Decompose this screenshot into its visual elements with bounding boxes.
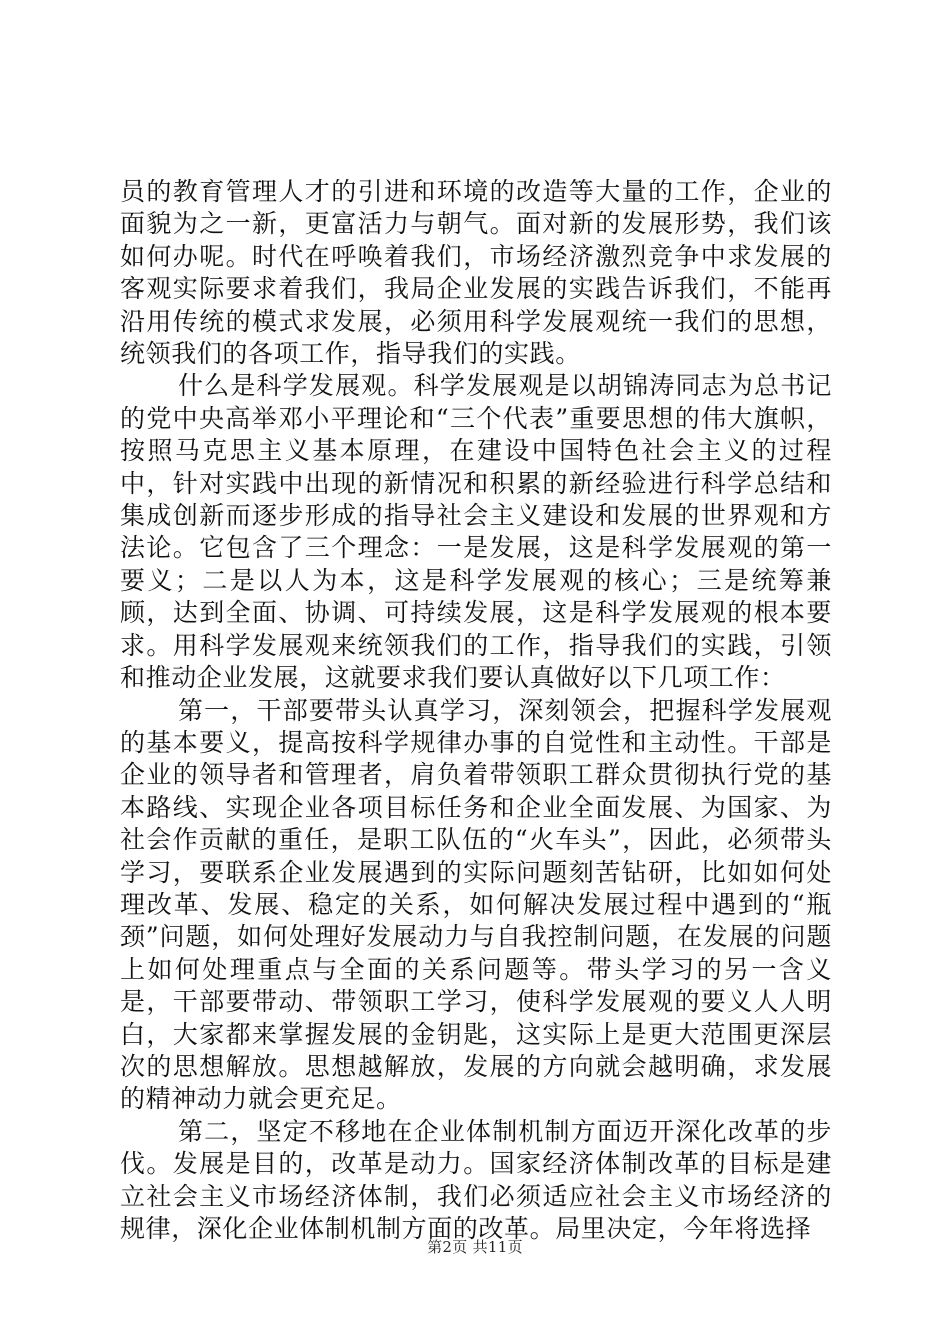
paragraph-first-point: 第一，干部要带头认真学习，深刻领会，把握科学发展观的基本要义，提高按科学规律办事的自觉性和主动性。干部是企业的领导者和管理者，肩负着带领职工群众贯彻执行党的基本路线、实现企业各项目标任务和企业全面发展、为国家、为社会作贡献的重任，是职工队伍的“火车头”，因此，必须带头学习，要联系企业发展遇到的实际问题刻苦钻研，比如如何处理改革、发展、稳定的关系，如何解决发展过程中遇到的“瓶颈”问题，如何处理好发展动力与自我控制问题，在发展的问题上如何处理重点与全面的关系问题等。带头学习的另一含义是，干部要带动、带领职工学习，使科学发展观的要义人人明白，大家都来掌握发展的金钥匙，这实际上是更大范围更深层次的思想解放。思想越解放，发展的方向就会越明确，求发展的精神动力就会更充足。 bbox=[120, 695, 832, 1114]
body-text bbox=[120, 176, 832, 1245]
paragraph-continuation: 员的教育管理人才的引进和环境的改造等大量的工作，企业的面貌为之一新，更富活力与朝气。面对新的发展形势，我们该如何办呢。时代在呼唤着我们，市场经济激烈竞争中求发展的客观实际要求着我们，我局企业发展的实践告诉我们，不能再沿用传统的模式求发展，必须用科学发展观统一我们的思想，统领我们的各项工作，指导我们的实践。 bbox=[120, 177, 832, 369]
page-number-footer: 第2页 共11页 bbox=[427, 1238, 523, 1256]
paragraph-what-is-scientific-outlook: 什么是科学发展观。科学发展观是以胡锦涛同志为总书记的党中央高举邓小平理论和“三个代表”重要思想的伟大旗帜，按照马克思主义基本原理，在建设中国特色社会主义的过程中，针对实践中出现的新情况和积累的新经验进行科学总结和集成创新而逐步形成的指导社会主义建设和发展的世界观和方法论。它包含了三个理念：一是发展，这是科学发展观的第一要义；二是以人为本，这是科学发展观的核心；三是统筹兼顾，达到全面、协调、可持续发展，这是科学发展观的根本要求。用科学发展观来统领我们的工作，指导我们的实践，引领和推动企业发展，这就要求我们要认真做好以下几项工作： bbox=[120, 371, 832, 693]
paragraph-second-point: 第二，坚定不移地在企业体制机制方面迈开深化改革的步伐。发展是目的，改革是动力。国家经济体制改革的目标是建立社会主义市场经济体制，我们必须适应社会主义市场经济的规律，深化企业体制机制方面的改革。局里决定，今年将选择 bbox=[120, 1116, 832, 1243]
